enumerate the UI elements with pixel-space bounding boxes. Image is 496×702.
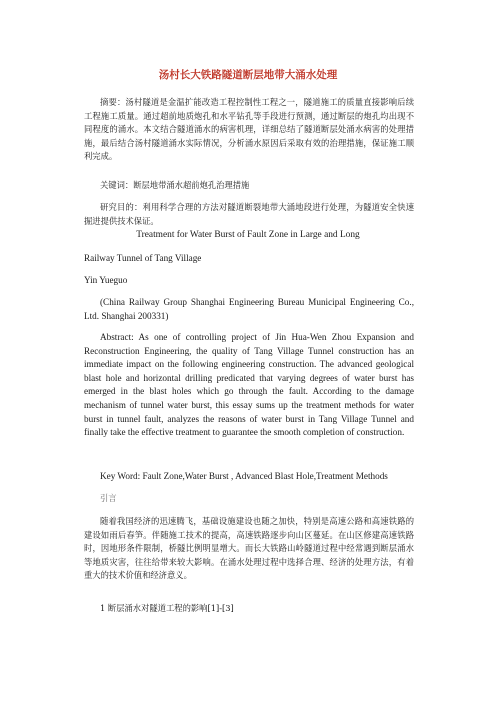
paper-title: 汤村长大铁路隧道断层地带大涌水处理 — [158, 69, 338, 81]
abstract-cn: 摘要：汤村隧道是金温扩能改造工程控制性工程之一，隧道施工的质量直接影响后续工程施工质量。通过超前地质炮孔和水平钻孔等手段进行预测，通过断层的炮孔均出现不同程度的涌水。本文结合隧道涌水的病害机理，详细总结了隧道断层处涌水病害的处理措施，最后结合汤村隧道涌水实际情况，分析涌水原因后采取有效的治理措施，保证施工顺利完成。 — [84, 97, 414, 162]
keywords-en: Key Word: Fault Zone,Water Burst , Advanced Blast Hole,Treatment Methods — [100, 471, 388, 481]
affiliation: (China Railway Group Shanghai Engineering Bureau Municipal Engineering Co., Ltd. Shanghai 200331) — [84, 297, 414, 321]
keywords-cn: 关键词：断层地带涌水超前炮孔治理措施 — [100, 180, 250, 190]
purpose-cn: 研究目的：利用科学合理的方法对隧道断裂地带大涌地段进行处理，为隧道安全快速掘进提供技术保证。 — [84, 202, 414, 226]
english-title-line-2: Railway Tunnel of Tang Village — [84, 253, 202, 263]
intro-heading: 引言 — [100, 493, 117, 503]
abstract-en: Abstract: As one of controlling project of Jin Hua-Wen Zhou Expansion and Reconstruction Engineering, the quality of Tang Village Tunnel construction has an immediate impact on the following engineering construction. The advanced geological blast hole and horizontal drilling predicated that varying degrees of water burst has emerged in the blast holes which go through the fault. According to the damage mechanism of tunnel water burst, this essay sums up the treatment methods for water burst in tunnel fault, analyzes the reasons of water burst in Tang Village Tunnel and finally take the effective treatment to guarantee the smooth completion of construction. — [84, 332, 414, 438]
author: Yin Yueguo — [84, 275, 128, 285]
section-1-heading: 1 断层涌水对隧道工程的影响[1]-[3] — [100, 603, 234, 613]
intro-text: 随着我国经济的迅速腾飞，基础设施建设也随之加快，特别是高速公路和高速铁路的建设如雨后春笋。伴随施工技术的提高，高速铁路逐步向山区蔓延。在山区修建高速铁路时，因地形条件限制，桥隧比例明显增大。而长大铁路山岭隧道过程中经常遇到断层涌水等地质灾害，往往给带来较大影响。在涌水处理过程中选择合理、经济的处理方法，有着重大的技术价值和经济意义。 — [84, 516, 414, 581]
english-title-line-1: Treatment for Water Burst of Fault Zone in Large and Long — [136, 230, 360, 240]
